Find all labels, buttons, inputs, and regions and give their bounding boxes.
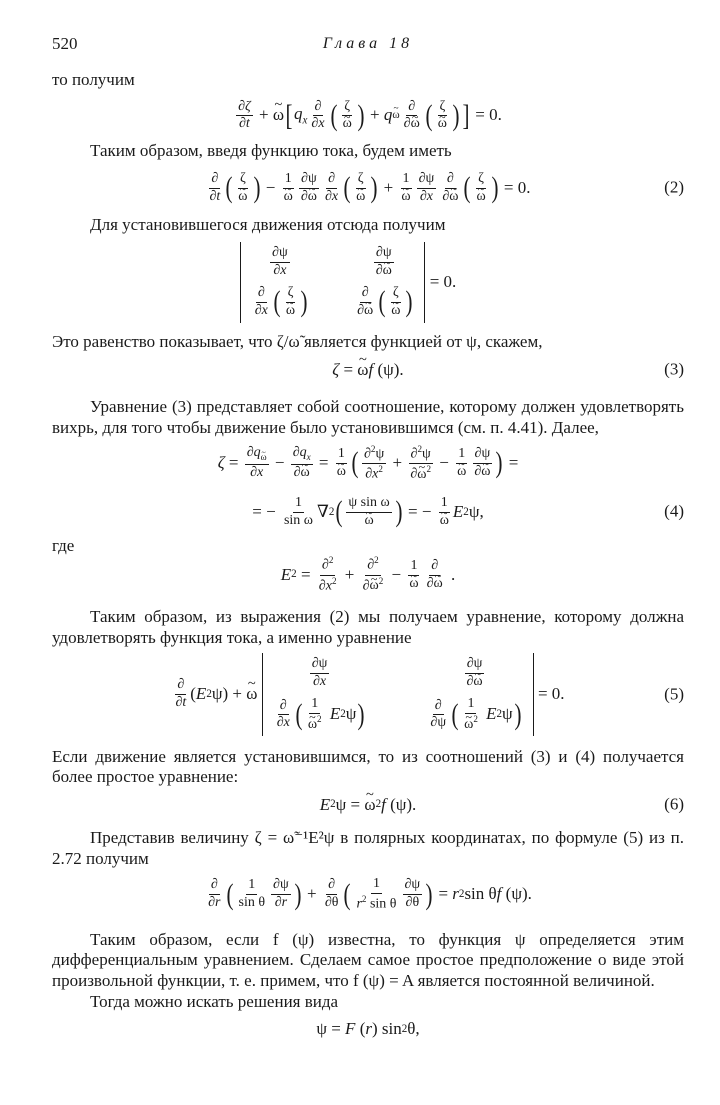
page <box>52 30 684 1046</box>
paragraph: то получим <box>52 70 135 89</box>
equation-number: (2) <box>664 178 684 198</box>
page-header <box>52 30 684 56</box>
running-title: Глава 18 <box>322 35 414 52</box>
equation-number: (5) <box>664 684 684 704</box>
equation-polar: ∂ ∂r ( 1 sin θ ∂ψ ∂r ) + ∂ ∂θ ( 1 $r^2$ sin θ ∂ψ ∂θ ) = r 2 sin θ f (ψ). <box>208 876 532 912</box>
paragraph: Таким образом, из выражения (2) мы получаем уравнение, которому должна удовлетворять функция тока, а именно уравнение <box>52 607 684 647</box>
equation-number: (3) <box>664 359 684 379</box>
equation: ∂ζ ∂t + ~ ω [ $q_x$ ∂ ∂x ( ζ ~ ω ) + q ~ ω ∂ ∂~ ω ( ζ ~ ω ) ] = 0. <box>52 91 684 141</box>
equation-solution-form: ψ = F ( r ) sin 2 θ, <box>316 1019 420 1039</box>
paragraph: Для установившегося движения отсюда получим <box>90 215 446 235</box>
equation-6: E 2 ψ = ~ ω 2 f (ψ). (6) <box>52 788 684 822</box>
paragraph: Таким образом, введя функцию тока, будем иметь <box>90 140 452 160</box>
equation-4-line2: = − 1 sin ω ∇ 2 ( ψ sin ω ~ ω ) = − 1 ~ ω E 2 ψ, (4) <box>52 488 684 536</box>
paragraph: Таким образом, если f (ψ) известна, то функция ψ определяется этим дифференциальным уравнением. Сделаем самое простое предположение о виде этой произвольной функции, т. е. примем, что f (ψ) = A является постоянной величиной. <box>52 929 684 991</box>
paragraph: Это равенство показывает, что ζ/ω̃ является функцией от ψ, скажем, <box>52 332 543 352</box>
paragraph: Представив величину ζ = ω̃⁻¹E²ψ в полярных координатах, по формуле (5) из п. 2.72 получим <box>52 828 684 868</box>
equation-e2-definition: E 2 = ∂$^2$ $\partial x^2$ + ∂$^2$ ∂~ $\omega^2$ − 1 ~ ω ∂ ∂~ ω . <box>52 553 684 597</box>
equation-determinant: ∂ψ ∂x ∂ψ ∂~ ω ∂ ∂x ( ζ ~ ω ) ∂ ∂~ ω ( ζ ~ ω ) = 0. <box>12 236 684 328</box>
page-number: 520 <box>52 34 78 53</box>
paragraph: Тогда можно искать решения вида <box>90 991 339 1011</box>
paragraph: Уравнение (3) представляет собой соотношение, которому должен удовлетворять вихрь, для того чтобы движение было установившимся (см. п. 4.41). Далее, <box>52 396 684 437</box>
equation-2: ∂ ∂t ( ζ ~ ω ) − 1 ~ ω ∂ψ ∂~ ω ∂ ∂x ( ζ ~ ω ) + 1 ~ ω ∂ψ ∂x ∂ ∂~ ω ( ζ ~ ω ) = 0. (2) <box>52 161 684 215</box>
equation-number: (6) <box>664 794 684 814</box>
equation-number: (4) <box>664 502 684 522</box>
equation-4-line1: ζ = ∂q~ $_\omega$ ∂x − $\partial q_x$ ∂~ ω = 1 ~ ω ( ∂$^2$ψ $\partial x^2$ + ∂$^2$ψ ∂~ $\omega^2$ − 1 ~ ω ∂ψ ∂~ ω ) = <box>52 438 684 488</box>
equation-5: ∂ ∂t ( E 2 ψ) + ~ ω ∂ψ ∂x ∂ψ ∂~ ω ∂ ∂x ( 1 ~ $\omega^2$ E 2 ψ ) ∂ ∂ψ ( 1 ~ $\omega^2$ E 2 ψ ) = 0. (5) <box>52 649 684 741</box>
equation-3: ζ = ~ ω f (ψ). (3) <box>52 353 684 387</box>
paragraph: Если движение является установившимся, то из соотношений (3) и (4) получается более простое уравнение: <box>52 746 684 787</box>
paragraph: где <box>52 536 75 556</box>
